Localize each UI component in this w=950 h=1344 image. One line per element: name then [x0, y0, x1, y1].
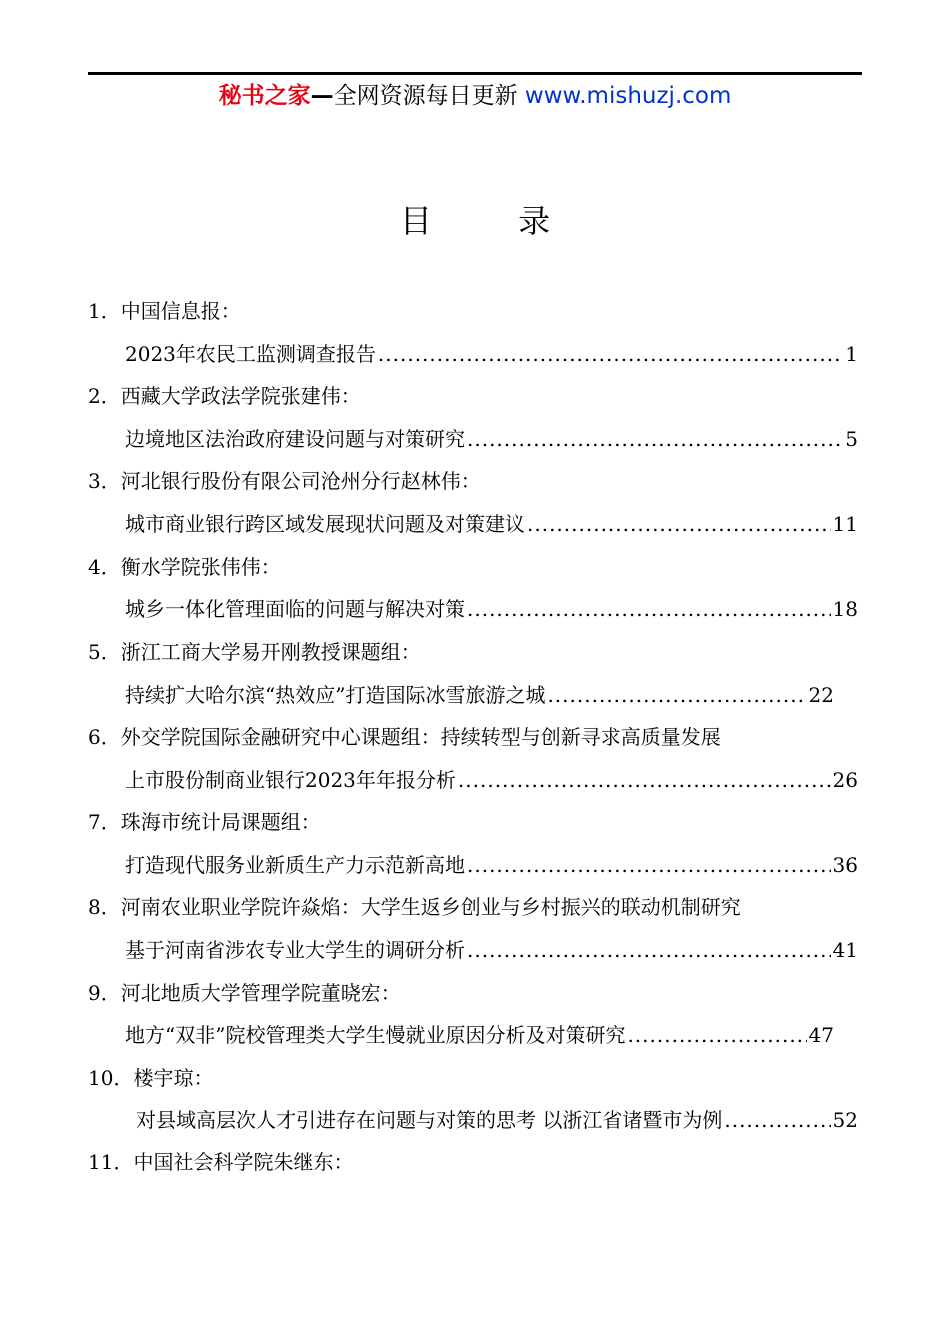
- toc-entry-line[interactable]: [125, 424, 858, 454]
- toc-entry-line[interactable]: [125, 850, 858, 880]
- toc-entry-line[interactable]: [136, 1105, 858, 1135]
- toc-entry-number: 7．: [88, 810, 121, 834]
- toc-entry-subtitle: 对县域高层次人才引进存在问题与对策的思考 以浙江省诸暨市为例: [136, 1108, 723, 1132]
- header-slogan: 全网资源每日更新: [333, 83, 518, 109]
- toc-entry-author-text: 外交学院国际金融研究中心课题组：持续转型与创新寻求高质量发展: [120, 725, 721, 749]
- toc-entry-subtitle: 基于河南省涉农专业大学生的调研分析: [125, 938, 465, 962]
- toc-entry-number: 4．: [88, 555, 121, 579]
- page-title: 目 录: [399, 202, 589, 240]
- toc-page-number: 41: [832, 938, 858, 962]
- header-dash: —: [310, 83, 334, 109]
- toc-page-number: 18: [832, 597, 858, 621]
- toc-entry-author[interactable]: [88, 807, 321, 837]
- toc-page-number: 1: [845, 342, 858, 366]
- toc-entry-subtitle: 打造现代服务业新质生产力示范新高地: [125, 853, 465, 877]
- toc-entry-number: 2．: [88, 384, 121, 408]
- toc-entry-number: 1．: [88, 299, 121, 323]
- toc-entry-author-text: 河北银行股份有限公司沧州分行赵林伟：: [120, 469, 481, 493]
- toc-entry-line[interactable]: [125, 509, 858, 539]
- toc-entry-subtitle: 2023年农民工监测调查报告: [125, 342, 376, 366]
- toc-entry-line[interactable]: [125, 1020, 834, 1050]
- toc-entry-subtitle: 持续扩大哈尔滨“热效应”打造国际冰雪旅游之城: [125, 683, 546, 707]
- toc-entry-number: 9．: [88, 981, 121, 1005]
- toc-entry-number: 5．: [88, 640, 121, 664]
- toc-leader-dots: [467, 850, 831, 880]
- toc-leader-dots: [547, 680, 806, 710]
- toc-entry-author-text: 浙江工商大学易开刚教授课题组：: [120, 640, 421, 664]
- toc-page-number: 11: [832, 512, 858, 536]
- toc-entry-number: 3．: [88, 469, 121, 493]
- toc-entry-subtitle: 边境地区法治政府建设问题与对策研究: [125, 427, 465, 451]
- toc-leader-dots: [467, 935, 831, 965]
- toc-entry-author-text: 中国社会科学院朱继东：: [133, 1150, 354, 1174]
- toc-entry-author[interactable]: [88, 552, 281, 582]
- toc-leader-dots: [458, 765, 831, 795]
- toc-entry-author-text: 楼宇琼：: [133, 1066, 214, 1090]
- toc-entry-author-text: 中国信息报：: [120, 299, 241, 323]
- toc-page-number: 47: [808, 1023, 834, 1047]
- toc-entry-subtitle: 地方“双非”院校管理类大学生慢就业原因分析及对策研究: [125, 1023, 626, 1047]
- toc-entry-author[interactable]: [88, 637, 421, 667]
- toc-entry-number: 8．: [88, 895, 121, 919]
- brand-name: 秘书之家: [218, 83, 311, 109]
- toc-page-number: 22: [808, 683, 834, 707]
- toc-leader-dots: [724, 1105, 830, 1135]
- toc-entry-subtitle: 城乡一体化管理面临的问题与解决对策: [125, 597, 465, 621]
- toc-entry-subtitle: 城市商业银行跨区域发展现状问题及对策建议: [125, 512, 525, 536]
- toc-entry-author-text: 衡水学院张伟伟：: [120, 555, 281, 579]
- toc-entry-author-text: 珠海市统计局课题组：: [120, 810, 321, 834]
- toc-entry-number: 10．: [88, 1066, 134, 1090]
- toc-leader-dots: [378, 339, 843, 369]
- toc-entry-author[interactable]: [88, 381, 361, 411]
- toc-entry-author-text: 河南农业职业学院许焱焰：大学生返乡创业与乡村振兴的联动机制研究: [120, 895, 741, 919]
- site-header: [0, 81, 950, 111]
- toc-page-number: 52: [832, 1108, 858, 1132]
- toc-entry-line[interactable]: [125, 680, 834, 710]
- site-url-link[interactable]: www.mishuzj.com: [524, 83, 732, 109]
- toc-page-number: 26: [832, 768, 858, 792]
- toc-entry-line[interactable]: [125, 935, 858, 965]
- toc-entry-number: 11．: [88, 1150, 134, 1174]
- toc-page-number: 36: [832, 853, 858, 877]
- toc-leader-dots: [627, 1020, 806, 1050]
- toc-entry-author-text: 河北地质大学管理学院董晓宏：: [120, 981, 401, 1005]
- toc-entry-number: 6．: [88, 725, 121, 749]
- toc-entry-author[interactable]: [88, 466, 481, 496]
- toc-entry-line[interactable]: [125, 339, 858, 369]
- toc-entry-author[interactable]: [88, 1063, 213, 1093]
- toc-entry-author[interactable]: [88, 722, 721, 752]
- toc-leader-dots: [467, 424, 843, 454]
- toc-entry-line[interactable]: [125, 594, 858, 624]
- toc-leader-dots: [467, 594, 831, 624]
- toc-entry-line[interactable]: [125, 765, 858, 795]
- toc-entry-author[interactable]: [88, 1147, 353, 1177]
- toc-entry-author[interactable]: [88, 296, 241, 326]
- toc-page-number: 5: [845, 427, 858, 451]
- toc-entry-author-text: 西藏大学政法学院张建伟：: [120, 384, 361, 408]
- toc-leader-dots: [527, 509, 831, 539]
- header-rule: [88, 72, 862, 75]
- toc-entry-author[interactable]: [88, 892, 741, 922]
- toc-entry-author[interactable]: [88, 978, 401, 1008]
- toc-entry-subtitle: 上市股份制商业银行2023年年报分析: [125, 768, 456, 792]
